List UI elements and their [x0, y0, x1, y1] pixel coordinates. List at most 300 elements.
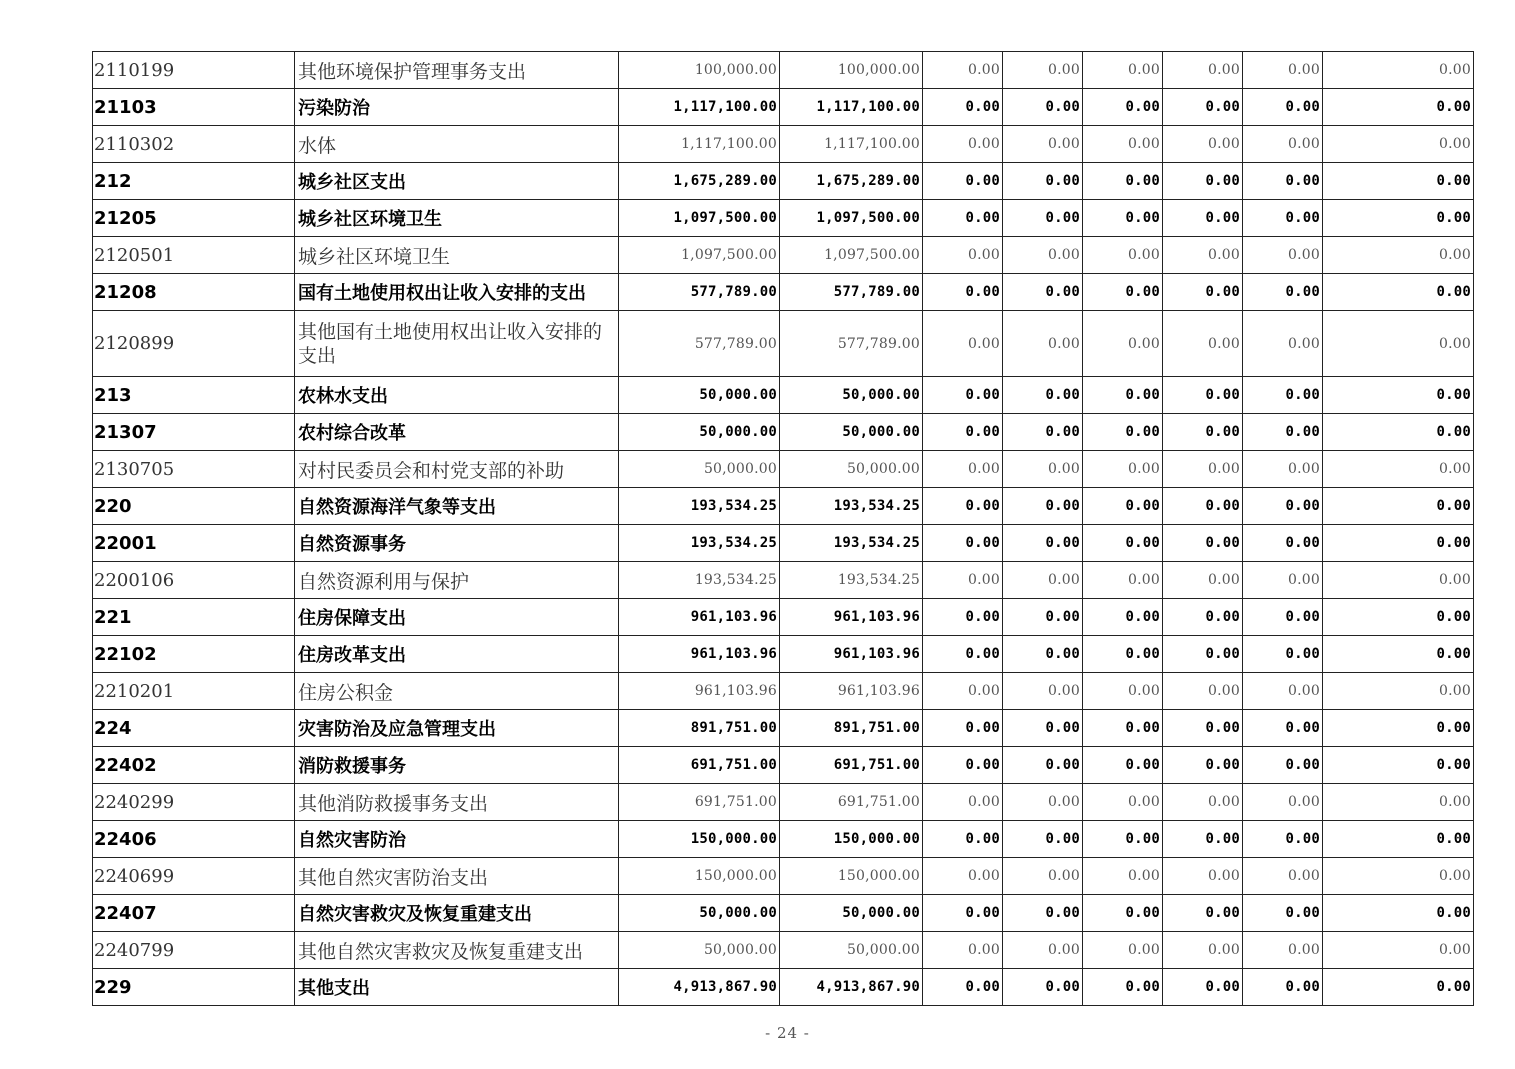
- amount-cell: 0.00: [1243, 274, 1323, 311]
- amount-cell: 0.00: [1243, 126, 1323, 163]
- table-row: [93, 200, 1474, 237]
- amount-cell: 0.00: [923, 89, 1003, 126]
- subject-code: 2110302: [94, 133, 175, 155]
- amount-cell: 0.00: [1323, 163, 1474, 200]
- amount-cell: 0.00: [1163, 562, 1243, 599]
- table-row: [93, 784, 1474, 821]
- amount-cell: 0.00: [1083, 414, 1163, 451]
- amount-cell: 0.00: [1003, 237, 1083, 274]
- table-row: [93, 969, 1474, 1006]
- subject-code-cell: [93, 969, 295, 1006]
- amount-cell: 0.00: [1323, 636, 1474, 673]
- amount-cell: 50,000.00: [780, 377, 923, 414]
- amount-cell: 0.00: [1243, 895, 1323, 932]
- subject-name: 住房公积金: [295, 673, 619, 710]
- subject-code-cell: [93, 747, 295, 784]
- table-row: [93, 274, 1474, 311]
- amount-cell: 0.00: [1003, 673, 1083, 710]
- amount-cell: 50,000.00: [619, 451, 780, 488]
- amount-cell: 0.00: [1083, 562, 1163, 599]
- amount-cell: 0.00: [1323, 562, 1474, 599]
- amount-cell: 0.00: [923, 52, 1003, 89]
- amount-cell: 1,117,100.00: [780, 89, 923, 126]
- amount-cell: 961,103.96: [619, 636, 780, 673]
- amount-cell: 0.00: [1323, 895, 1474, 932]
- subject-name: 农林水支出: [295, 377, 619, 414]
- subject-name: 其他自然灾害救灾及恢复重建支出: [295, 932, 619, 969]
- table-row: [93, 710, 1474, 747]
- amount-cell: 691,751.00: [619, 784, 780, 821]
- subject-name: 城乡社区支出: [295, 163, 619, 200]
- table-body: [93, 52, 1474, 1006]
- subject-name: 其他国有土地使用权出让收入安排的支出: [295, 311, 619, 377]
- subject-code: 2240299: [94, 791, 175, 813]
- amount-cell: 0.00: [1323, 784, 1474, 821]
- subject-name: 农村综合改革: [295, 414, 619, 451]
- amount-cell: 0.00: [1163, 710, 1243, 747]
- subject-name: 住房保障支出: [295, 599, 619, 636]
- amount-cell: 0.00: [1003, 784, 1083, 821]
- subject-name: 城乡社区环境卫生: [295, 200, 619, 237]
- subject-name: 灾害防治及应急管理支出: [295, 710, 619, 747]
- table-row: [93, 858, 1474, 895]
- amount-cell: 0.00: [1163, 673, 1243, 710]
- amount-cell: 0.00: [1163, 932, 1243, 969]
- table-row: [93, 673, 1474, 710]
- subject-code-cell: [93, 525, 295, 562]
- amount-cell: 0.00: [1243, 377, 1323, 414]
- amount-cell: 0.00: [1243, 200, 1323, 237]
- subject-code: 22407: [94, 902, 157, 924]
- amount-cell: 0.00: [923, 163, 1003, 200]
- amount-cell: 0.00: [923, 673, 1003, 710]
- amount-cell: 0.00: [1323, 200, 1474, 237]
- table-row: [93, 599, 1474, 636]
- subject-code-cell: [93, 377, 295, 414]
- subject-code-cell: [93, 52, 295, 89]
- amount-cell: 0.00: [1083, 163, 1163, 200]
- amount-cell: 0.00: [923, 932, 1003, 969]
- amount-cell: 0.00: [923, 784, 1003, 821]
- amount-cell: 0.00: [923, 599, 1003, 636]
- table-row: [93, 52, 1474, 89]
- amount-cell: 1,097,500.00: [619, 200, 780, 237]
- amount-cell: 0.00: [1163, 969, 1243, 1006]
- amount-cell: 0.00: [1163, 488, 1243, 525]
- table-row: [93, 895, 1474, 932]
- subject-code: 213: [94, 384, 132, 406]
- table-row: [93, 747, 1474, 784]
- amount-cell: 0.00: [1083, 784, 1163, 821]
- subject-name: 自然资源事务: [295, 525, 619, 562]
- amount-cell: 50,000.00: [619, 895, 780, 932]
- amount-cell: 0.00: [1323, 858, 1474, 895]
- amount-cell: 0.00: [1083, 126, 1163, 163]
- subject-name: 自然资源利用与保护: [295, 562, 619, 599]
- amount-cell: 0.00: [923, 636, 1003, 673]
- amount-cell: 0.00: [1083, 200, 1163, 237]
- page-number: - 24 -: [765, 1024, 810, 1042]
- amount-cell: 100,000.00: [619, 52, 780, 89]
- amount-cell: 0.00: [1083, 747, 1163, 784]
- amount-cell: 0.00: [1243, 821, 1323, 858]
- amount-cell: 0.00: [923, 274, 1003, 311]
- table-row: [93, 636, 1474, 673]
- table-row: [93, 525, 1474, 562]
- amount-cell: 577,789.00: [780, 311, 923, 377]
- subject-code: 21208: [94, 281, 157, 303]
- amount-cell: 0.00: [1003, 636, 1083, 673]
- subject-code-cell: [93, 488, 295, 525]
- amount-cell: 0.00: [1323, 377, 1474, 414]
- amount-cell: 0.00: [1163, 858, 1243, 895]
- amount-cell: 50,000.00: [780, 414, 923, 451]
- subject-code: 221: [94, 606, 132, 628]
- table-row: [93, 163, 1474, 200]
- amount-cell: 50,000.00: [619, 932, 780, 969]
- subject-name: 消防救援事务: [295, 747, 619, 784]
- amount-cell: 0.00: [1163, 525, 1243, 562]
- amount-cell: 0.00: [923, 451, 1003, 488]
- table-row: [93, 488, 1474, 525]
- amount-cell: 961,103.96: [780, 599, 923, 636]
- amount-cell: 0.00: [1003, 200, 1083, 237]
- amount-cell: 0.00: [1323, 488, 1474, 525]
- amount-cell: 0.00: [1003, 52, 1083, 89]
- amount-cell: 0.00: [923, 488, 1003, 525]
- amount-cell: 0.00: [923, 895, 1003, 932]
- amount-cell: 0.00: [1243, 525, 1323, 562]
- amount-cell: 0.00: [1083, 673, 1163, 710]
- subject-code-cell: [93, 821, 295, 858]
- amount-cell: 150,000.00: [619, 858, 780, 895]
- subject-code-cell: [93, 784, 295, 821]
- amount-cell: 0.00: [1243, 52, 1323, 89]
- amount-cell: 0.00: [1003, 377, 1083, 414]
- amount-cell: 0.00: [923, 747, 1003, 784]
- amount-cell: 0.00: [1243, 562, 1323, 599]
- amount-cell: 961,103.96: [780, 673, 923, 710]
- amount-cell: 0.00: [1163, 599, 1243, 636]
- amount-cell: 50,000.00: [780, 895, 923, 932]
- amount-cell: 0.00: [1003, 821, 1083, 858]
- amount-cell: 1,117,100.00: [619, 126, 780, 163]
- subject-code-cell: [93, 673, 295, 710]
- subject-name: 国有土地使用权出让收入安排的支出: [295, 274, 619, 311]
- amount-cell: 0.00: [1323, 747, 1474, 784]
- amount-cell: 0.00: [1003, 274, 1083, 311]
- amount-cell: 0.00: [1083, 237, 1163, 274]
- table-row: [93, 414, 1474, 451]
- amount-cell: 691,751.00: [619, 747, 780, 784]
- amount-cell: 961,103.96: [619, 599, 780, 636]
- amount-cell: 0.00: [1323, 821, 1474, 858]
- amount-cell: 193,534.25: [780, 488, 923, 525]
- amount-cell: 891,751.00: [780, 710, 923, 747]
- amount-cell: 0.00: [1003, 747, 1083, 784]
- amount-cell: 0.00: [1003, 488, 1083, 525]
- table-row: [93, 451, 1474, 488]
- amount-cell: 0.00: [1163, 636, 1243, 673]
- subject-code: 2240799: [94, 939, 175, 961]
- amount-cell: 0.00: [1163, 237, 1243, 274]
- amount-cell: 0.00: [1243, 237, 1323, 274]
- amount-cell: 0.00: [923, 562, 1003, 599]
- amount-cell: 0.00: [1163, 200, 1243, 237]
- amount-cell: 0.00: [1243, 784, 1323, 821]
- amount-cell: 0.00: [1323, 311, 1474, 377]
- amount-cell: 0.00: [1243, 311, 1323, 377]
- subject-code: 224: [94, 717, 132, 739]
- amount-cell: 4,913,867.90: [780, 969, 923, 1006]
- amount-cell: 0.00: [1243, 858, 1323, 895]
- amount-cell: 0.00: [1243, 636, 1323, 673]
- amount-cell: 50,000.00: [619, 414, 780, 451]
- subject-name: 其他消防救援事务支出: [295, 784, 619, 821]
- amount-cell: 0.00: [1083, 636, 1163, 673]
- amount-cell: 0.00: [1003, 562, 1083, 599]
- amount-cell: 0.00: [1243, 89, 1323, 126]
- amount-cell: 50,000.00: [619, 377, 780, 414]
- amount-cell: 577,789.00: [780, 274, 923, 311]
- amount-cell: 0.00: [1003, 932, 1083, 969]
- subject-code-cell: [93, 237, 295, 274]
- subject-code-cell: [93, 562, 295, 599]
- amount-cell: 0.00: [1003, 969, 1083, 1006]
- amount-cell: 100,000.00: [780, 52, 923, 89]
- amount-cell: 0.00: [1003, 451, 1083, 488]
- subject-code-cell: [93, 89, 295, 126]
- table-row: [93, 311, 1474, 377]
- subject-code: 22402: [94, 754, 157, 776]
- subject-code-cell: [93, 274, 295, 311]
- subject-code-cell: [93, 451, 295, 488]
- subject-code: 212: [94, 170, 132, 192]
- amount-cell: 0.00: [1003, 599, 1083, 636]
- amount-cell: 0.00: [923, 710, 1003, 747]
- amount-cell: 0.00: [1003, 311, 1083, 377]
- subject-code-cell: [93, 200, 295, 237]
- amount-cell: 0.00: [1003, 89, 1083, 126]
- amount-cell: 0.00: [1163, 89, 1243, 126]
- amount-cell: 0.00: [923, 377, 1003, 414]
- amount-cell: 150,000.00: [780, 821, 923, 858]
- amount-cell: 0.00: [1243, 414, 1323, 451]
- amount-cell: 0.00: [1323, 126, 1474, 163]
- amount-cell: 0.00: [1163, 311, 1243, 377]
- amount-cell: 0.00: [1243, 163, 1323, 200]
- amount-cell: 0.00: [1323, 52, 1474, 89]
- table-row: [93, 562, 1474, 599]
- amount-cell: 691,751.00: [780, 784, 923, 821]
- amount-cell: 0.00: [1243, 932, 1323, 969]
- amount-cell: 0.00: [923, 969, 1003, 1006]
- subject-code-cell: [93, 636, 295, 673]
- amount-cell: 0.00: [1083, 89, 1163, 126]
- subject-name: 自然灾害救灾及恢复重建支出: [295, 895, 619, 932]
- subject-code: 21307: [94, 421, 157, 443]
- subject-code-cell: [93, 710, 295, 747]
- amount-cell: 691,751.00: [780, 747, 923, 784]
- amount-cell: 0.00: [1003, 858, 1083, 895]
- amount-cell: 1,097,500.00: [619, 237, 780, 274]
- subject-name: 对村民委员会和村党支部的补助: [295, 451, 619, 488]
- amount-cell: 0.00: [1003, 414, 1083, 451]
- amount-cell: 0.00: [1323, 274, 1474, 311]
- amount-cell: 0.00: [1163, 451, 1243, 488]
- amount-cell: 0.00: [1323, 932, 1474, 969]
- subject-name: 自然灾害防治: [295, 821, 619, 858]
- amount-cell: 0.00: [1083, 969, 1163, 1006]
- subject-code: 22406: [94, 828, 157, 850]
- amount-cell: 0.00: [1323, 710, 1474, 747]
- amount-cell: 577,789.00: [619, 311, 780, 377]
- table-row: [93, 89, 1474, 126]
- amount-cell: 1,117,100.00: [780, 126, 923, 163]
- subject-code-cell: [93, 599, 295, 636]
- amount-cell: 577,789.00: [619, 274, 780, 311]
- amount-cell: 193,534.25: [780, 525, 923, 562]
- table-row: [93, 126, 1474, 163]
- subject-code-cell: [93, 311, 295, 377]
- amount-cell: 0.00: [1163, 377, 1243, 414]
- amount-cell: 0.00: [1003, 525, 1083, 562]
- amount-cell: 193,534.25: [619, 488, 780, 525]
- amount-cell: 0.00: [1003, 126, 1083, 163]
- amount-cell: 0.00: [1083, 52, 1163, 89]
- subject-code: 2110199: [94, 59, 175, 81]
- subject-name: 其他自然灾害防治支出: [295, 858, 619, 895]
- subject-code-cell: [93, 932, 295, 969]
- amount-cell: 0.00: [1163, 163, 1243, 200]
- amount-cell: 961,103.96: [619, 673, 780, 710]
- subject-code-cell: [93, 858, 295, 895]
- amount-cell: 0.00: [1083, 274, 1163, 311]
- amount-cell: 0.00: [1163, 784, 1243, 821]
- amount-cell: 0.00: [1163, 126, 1243, 163]
- amount-cell: 1,097,500.00: [780, 237, 923, 274]
- subject-code: 22001: [94, 532, 157, 554]
- amount-cell: 0.00: [1243, 969, 1323, 1006]
- amount-cell: 0.00: [1163, 747, 1243, 784]
- amount-cell: 0.00: [1003, 895, 1083, 932]
- amount-cell: 0.00: [923, 525, 1003, 562]
- amount-cell: 0.00: [1083, 858, 1163, 895]
- amount-cell: 0.00: [1323, 673, 1474, 710]
- amount-cell: 0.00: [923, 237, 1003, 274]
- amount-cell: 150,000.00: [619, 821, 780, 858]
- amount-cell: 0.00: [1163, 274, 1243, 311]
- amount-cell: 0.00: [1323, 525, 1474, 562]
- subject-name: 住房改革支出: [295, 636, 619, 673]
- amount-cell: 961,103.96: [780, 636, 923, 673]
- subject-name: 其他支出: [295, 969, 619, 1006]
- amount-cell: 0.00: [1243, 673, 1323, 710]
- subject-name: 污染防治: [295, 89, 619, 126]
- amount-cell: 0.00: [1323, 969, 1474, 1006]
- amount-cell: 0.00: [1083, 599, 1163, 636]
- table-row: [93, 932, 1474, 969]
- amount-cell: 0.00: [1243, 451, 1323, 488]
- subject-code-cell: [93, 414, 295, 451]
- amount-cell: 1,097,500.00: [780, 200, 923, 237]
- subject-code-cell: [93, 895, 295, 932]
- amount-cell: 0.00: [923, 126, 1003, 163]
- amount-cell: 0.00: [1243, 747, 1323, 784]
- amount-cell: 0.00: [1083, 821, 1163, 858]
- table-row: [93, 821, 1474, 858]
- subject-name: 城乡社区环境卫生: [295, 237, 619, 274]
- amount-cell: 4,913,867.90: [619, 969, 780, 1006]
- amount-cell: 0.00: [1323, 451, 1474, 488]
- subject-code: 22102: [94, 643, 157, 665]
- amount-cell: 0.00: [1323, 599, 1474, 636]
- amount-cell: 193,534.25: [619, 525, 780, 562]
- amount-cell: 1,675,289.00: [619, 163, 780, 200]
- subject-code: 2120899: [94, 333, 175, 354]
- subject-code: 21103: [94, 96, 157, 118]
- amount-cell: 0.00: [1083, 488, 1163, 525]
- budget-table: [92, 51, 1474, 1006]
- amount-cell: 193,534.25: [619, 562, 780, 599]
- table-row: [93, 377, 1474, 414]
- amount-cell: 0.00: [1083, 311, 1163, 377]
- amount-cell: 193,534.25: [780, 562, 923, 599]
- subject-code: 229: [94, 976, 132, 998]
- subject-code: 21205: [94, 207, 157, 229]
- subject-name: 自然资源海洋气象等支出: [295, 488, 619, 525]
- subject-code: 2130705: [94, 458, 175, 480]
- amount-cell: 0.00: [1323, 237, 1474, 274]
- amount-cell: 0.00: [1083, 932, 1163, 969]
- subject-code: 2200106: [94, 569, 175, 591]
- subject-code: 2240699: [94, 865, 175, 887]
- amount-cell: 0.00: [1083, 377, 1163, 414]
- amount-cell: 0.00: [1163, 52, 1243, 89]
- amount-cell: 1,117,100.00: [619, 89, 780, 126]
- amount-cell: 0.00: [923, 858, 1003, 895]
- amount-cell: 0.00: [1243, 599, 1323, 636]
- amount-cell: 0.00: [1003, 710, 1083, 747]
- subject-code: 2210201: [94, 680, 175, 702]
- table-row: [93, 237, 1474, 274]
- amount-cell: 0.00: [1083, 895, 1163, 932]
- subject-name: 其他环境保护管理事务支出: [295, 52, 619, 89]
- amount-cell: 0.00: [1163, 821, 1243, 858]
- amount-cell: 0.00: [1323, 414, 1474, 451]
- subject-code-cell: [93, 126, 295, 163]
- amount-cell: 1,675,289.00: [780, 163, 923, 200]
- subject-name: 水体: [295, 126, 619, 163]
- amount-cell: 0.00: [1003, 163, 1083, 200]
- amount-cell: 891,751.00: [619, 710, 780, 747]
- amount-cell: 0.00: [1163, 414, 1243, 451]
- amount-cell: 0.00: [1243, 488, 1323, 525]
- amount-cell: 0.00: [1083, 525, 1163, 562]
- amount-cell: 0.00: [1243, 710, 1323, 747]
- subject-code: 220: [94, 495, 132, 517]
- amount-cell: 50,000.00: [780, 451, 923, 488]
- amount-cell: 50,000.00: [780, 932, 923, 969]
- amount-cell: 150,000.00: [780, 858, 923, 895]
- amount-cell: 0.00: [1083, 451, 1163, 488]
- amount-cell: 0.00: [1323, 89, 1474, 126]
- subject-code: 2120501: [94, 244, 175, 266]
- amount-cell: 0.00: [1083, 710, 1163, 747]
- amount-cell: 0.00: [923, 200, 1003, 237]
- amount-cell: 0.00: [923, 311, 1003, 377]
- amount-cell: 0.00: [1163, 895, 1243, 932]
